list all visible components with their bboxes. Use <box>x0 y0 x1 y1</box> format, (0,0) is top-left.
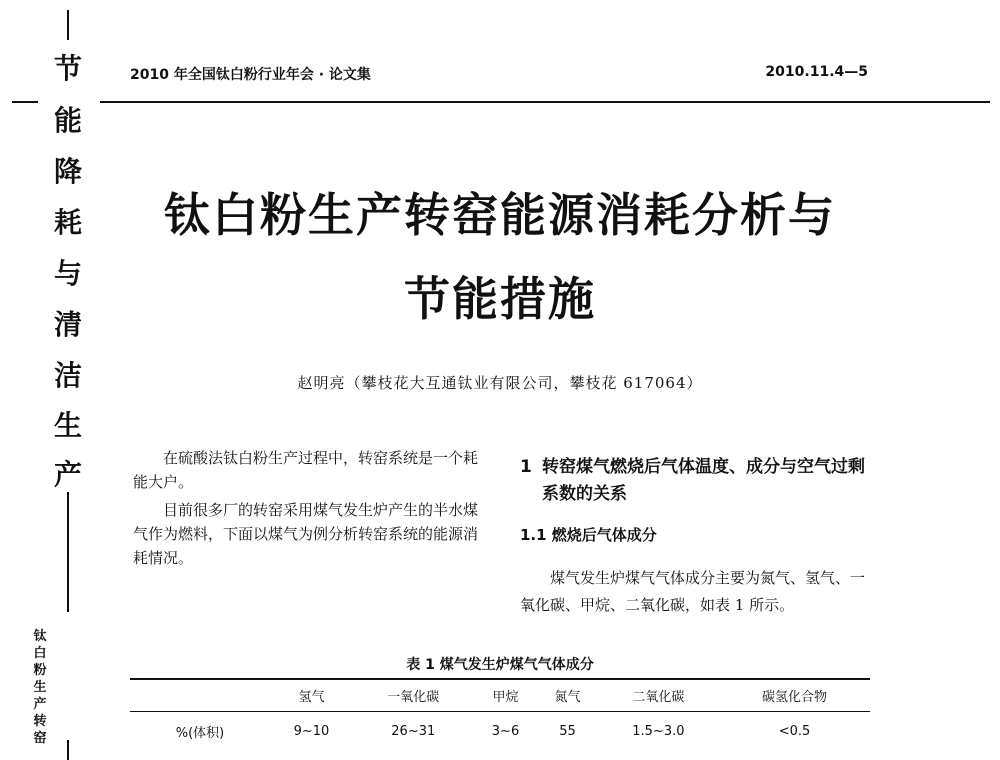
sidebar-small-char: 产 <box>33 697 47 712</box>
table-header-cell: 氮气 <box>554 689 581 705</box>
sidebar-top-rule <box>67 10 69 40</box>
running-header-left: 2010 年全国钛白粉行业年会 · 论文集 <box>130 67 371 83</box>
table-header-cell: 甲烷 <box>492 689 519 705</box>
intro-column <box>133 446 478 570</box>
sidebar-middle-rule <box>67 492 69 612</box>
running-header-date: 2010.11.4—5 <box>765 64 868 80</box>
table-header-cell: 氢气 <box>298 689 325 705</box>
table-cell: 9~10 <box>293 723 330 739</box>
sidebar-char: 清 <box>53 308 82 341</box>
sidebar-left-rule <box>12 101 38 103</box>
table-cell: <0.5 <box>778 723 811 739</box>
section-heading <box>520 454 870 508</box>
table-header-cell: 二氧化碳 <box>632 689 685 705</box>
table-caption: 表 1 煤气发生炉煤气气体成分 <box>406 657 594 673</box>
table-cell: 1.5~3.0 <box>632 723 685 739</box>
table-header-row <box>130 679 870 711</box>
sidebar-char: 洁 <box>53 359 82 392</box>
sidebar-char: 节 <box>53 52 82 85</box>
sidebar-char: 降 <box>53 155 82 188</box>
sidebar-char: 生 <box>53 409 82 442</box>
sidebar-small-char: 白 <box>33 646 47 661</box>
author-affiliation: 赵明亮（攀枝花大互通钛业有限公司，攀枝花 617064） <box>297 374 703 392</box>
sidebar-char: 与 <box>53 257 82 290</box>
table-header-cell <box>130 679 270 711</box>
gas-composition-table <box>130 678 870 751</box>
sidebar-bottom-rule <box>67 740 69 760</box>
sidebar-small-char: 钛 <box>33 629 47 644</box>
sidebar-small-char: 转 <box>33 714 47 729</box>
intro-paragraph: 在硫酸法钛白粉生产过程中，转窑系统是一个耗能大户。 <box>133 449 479 491</box>
sidebar-small-char: 粉 <box>33 663 47 678</box>
paper-title-line2: 节能措施 <box>404 272 596 326</box>
subsection-heading: 1.1 燃烧后气体成分 <box>520 526 657 544</box>
table-header-cell: 碳氢化合物 <box>762 689 828 705</box>
section-number: 1 <box>520 457 532 477</box>
body-paragraph: 煤气发生炉煤气气体成分主要为氮气、氢气、一氧化碳、甲烷、二氧化碳，如表 1 所示。 <box>520 569 866 614</box>
header-rule <box>100 101 990 103</box>
table-cell: %(体积) <box>175 725 225 741</box>
table-cell: 55 <box>559 723 576 739</box>
table-row <box>130 711 870 751</box>
table-cell: 3~6 <box>491 723 520 739</box>
table-header-cell: 一氧化碳 <box>387 689 440 705</box>
subsection-body <box>520 565 865 619</box>
sidebar-small-char: 生 <box>33 680 47 695</box>
intro-paragraph: 目前很多厂的转窑采用煤气发生炉产生的半水煤气作为燃料，下面以煤气为例分析转窑系统的能源消耗情况。 <box>133 501 479 567</box>
table-cell: 26~31 <box>391 723 436 739</box>
sidebar-char: 能 <box>53 104 82 137</box>
sidebar-small-char: 窑 <box>33 731 47 746</box>
sidebar-char: 产 <box>53 458 82 491</box>
paper-title-line1: 钛白粉生产转窑能源消耗分析与 <box>164 188 836 242</box>
section-title: 转窑煤气燃烧后气体温度、成分与空气过剩系数的关系 <box>542 457 865 504</box>
sidebar-char: 耗 <box>53 206 82 239</box>
